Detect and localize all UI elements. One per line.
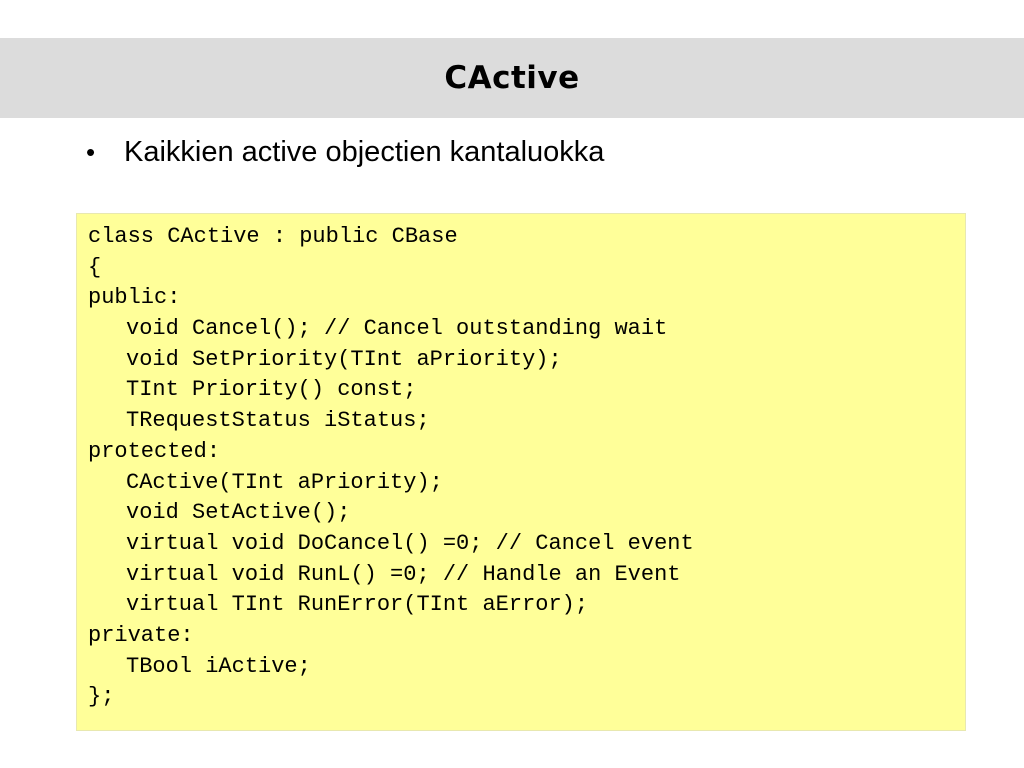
code-line: public: [88,285,181,311]
code-line: void SetActive(); [126,500,351,526]
code-line: class CActive : public CBase [88,224,458,249]
code-line: CActive(TInt aPriority); [126,469,443,495]
bullet-item [86,136,604,169]
code-line: void SetPriority(TInt aPriority); [126,346,562,372]
bullet-icon: • [86,137,96,167]
title-bar [0,38,1024,118]
code-block [76,213,966,731]
code-line: TBool iActive; [126,653,311,679]
code-line: TInt Priority() const; [126,377,417,403]
code-line: protected: [88,438,221,464]
code-line: private: [88,622,194,648]
code-line: virtual void DoCancel() =0; // Cancel event [126,530,694,556]
code-line: virtual TInt RunError(TInt aError); [126,592,589,618]
code-line: virtual void RunL() =0; // Handle an Event [126,561,681,587]
code-line: }; [88,684,115,710]
slide-title: CActive [444,60,580,96]
code-line: { [88,254,102,280]
bullet-text: Kaikkien active objectien kantaluokka [124,136,605,168]
code-line: TRequestStatus iStatus; [126,408,430,434]
code-line: void Cancel(); // Cancel outstanding wait [126,316,668,342]
